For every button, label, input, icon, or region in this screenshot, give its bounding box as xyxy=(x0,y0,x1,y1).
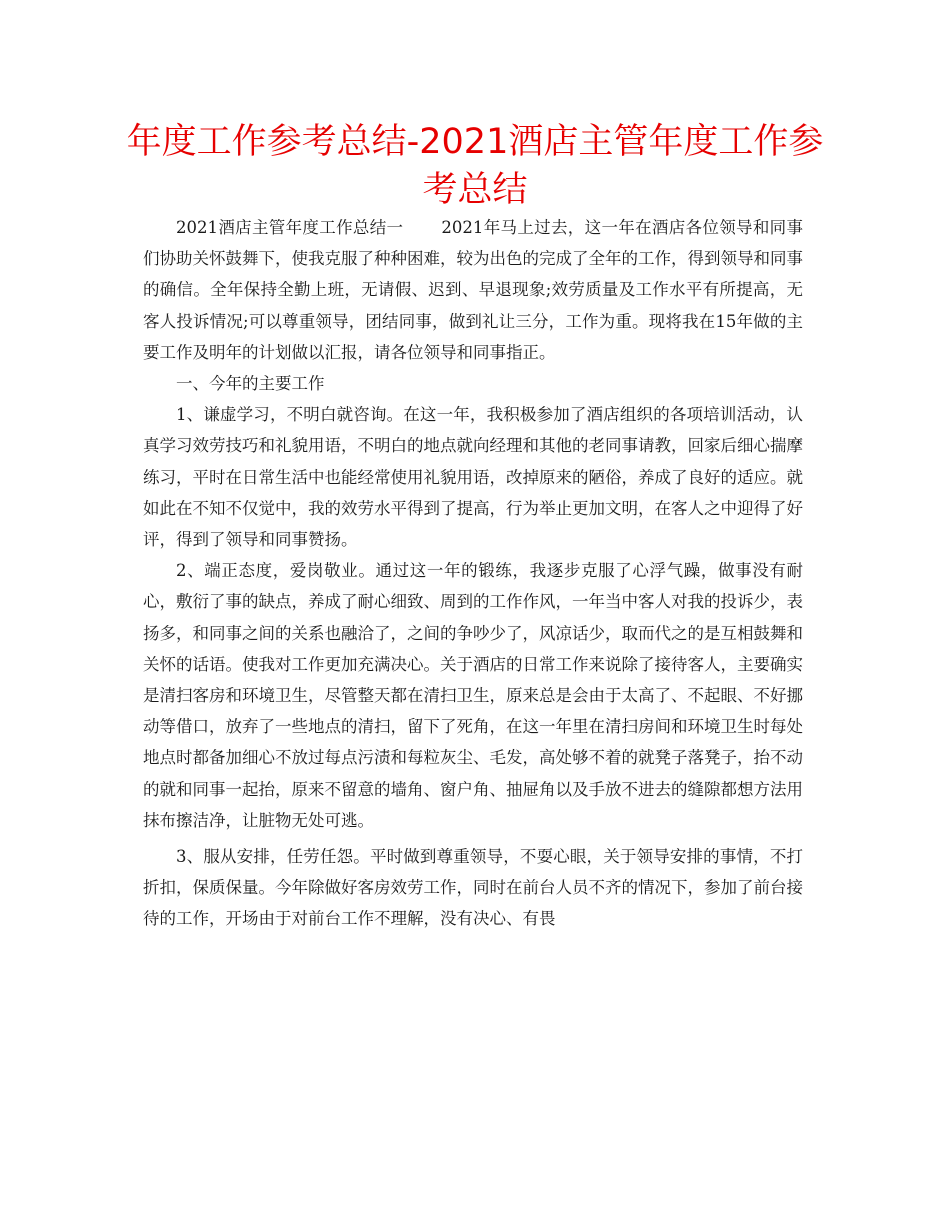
section-heading: 一、今年的主要工作 xyxy=(176,374,325,394)
document-body xyxy=(143,212,803,935)
paragraph-intro-lead: 2021酒店主管年度工作总结一 xyxy=(176,218,404,237)
document-title: 年度工作参考总结-2021酒店主管年度工作参考总结 xyxy=(126,122,824,210)
paragraph-item-3: 3、服从安排，任劳任怨。平时做到尊重领导，不耍心眼，关于领导安排的事情，不打折扣，保质保量。今年除做好客房效劳工作，同时在前台人员不齐的情况下，参加了前台接待的工作，开场由于对前台工作不理解，没有决心、有畏 xyxy=(143,847,803,929)
paragraph-item-1: 1、谦虚学习，不明白就咨询。在这一年，我积极参加了酒店组织的各项培训活动，认真学习效劳技巧和礼貌用语，不明白的地点就向经理和其他的老同事请教，回家后细心揣摩练习，平时在日常生活中也能经常使用礼貌用语，改掉原来的陋俗，养成了良好的适应。就如此在不知不仅觉中，我的效劳水平得到了提高，行为举止更加文明，在客人之中迎得了好评，得到了领导和同事赞扬。 xyxy=(143,405,803,550)
paragraph-item-2: 2、端正态度，爱岗敬业。通过这一年的锻练，我逐步克服了心浮气躁，做事没有耐心，敷衍了事的缺点，养成了耐心细致、周到的工作作风，一年当中客人对我的投诉少，表扬多，和同事之间的关系也融洽了，之间的争吵少了，风凉话少，取而代之的是互相鼓舞和关怀的话语。使我对工作更加充满决心。关于酒店的日常工作来说除了接待客人，主要确实是清扫客房和环境卫生，尽管整天都在清扫卫生，原来总是会由于太高了、不起眼、不好挪动等借口，放弃了一些地点的清扫，留下了死角，在这一年里在清扫房间和环境卫生时每处地点时都备加细心不放过每点污渍和每粒灰尘、毛发，高处够不着的就凳子落凳子，抬不动的就和同事一起抬，原来不留意的墙角、窗户角、抽屉角以及手放不进去的缝隙都想方法用抹布擦洁净，让脏物无处可逃。 xyxy=(143,561,803,830)
paragraph-intro xyxy=(143,212,803,368)
paragraph-intro-text: 2021年马上过去，这一年在酒店各位领导和同事们协助关怀鼓舞下，使我克服了种种困难，较为出色的完成了全年的工作，得到领导和同事的确信。全年保持全勤上班，无请假、迟到、早退现象;效劳质量及工作水平有所提高，无客人投诉情况;可以尊重领导，团结同事，做到礼让三分，工作为重。现将我在15年做的主要工作及明年的计划做以汇报，请各位领导和同事指正。 xyxy=(143,218,803,362)
